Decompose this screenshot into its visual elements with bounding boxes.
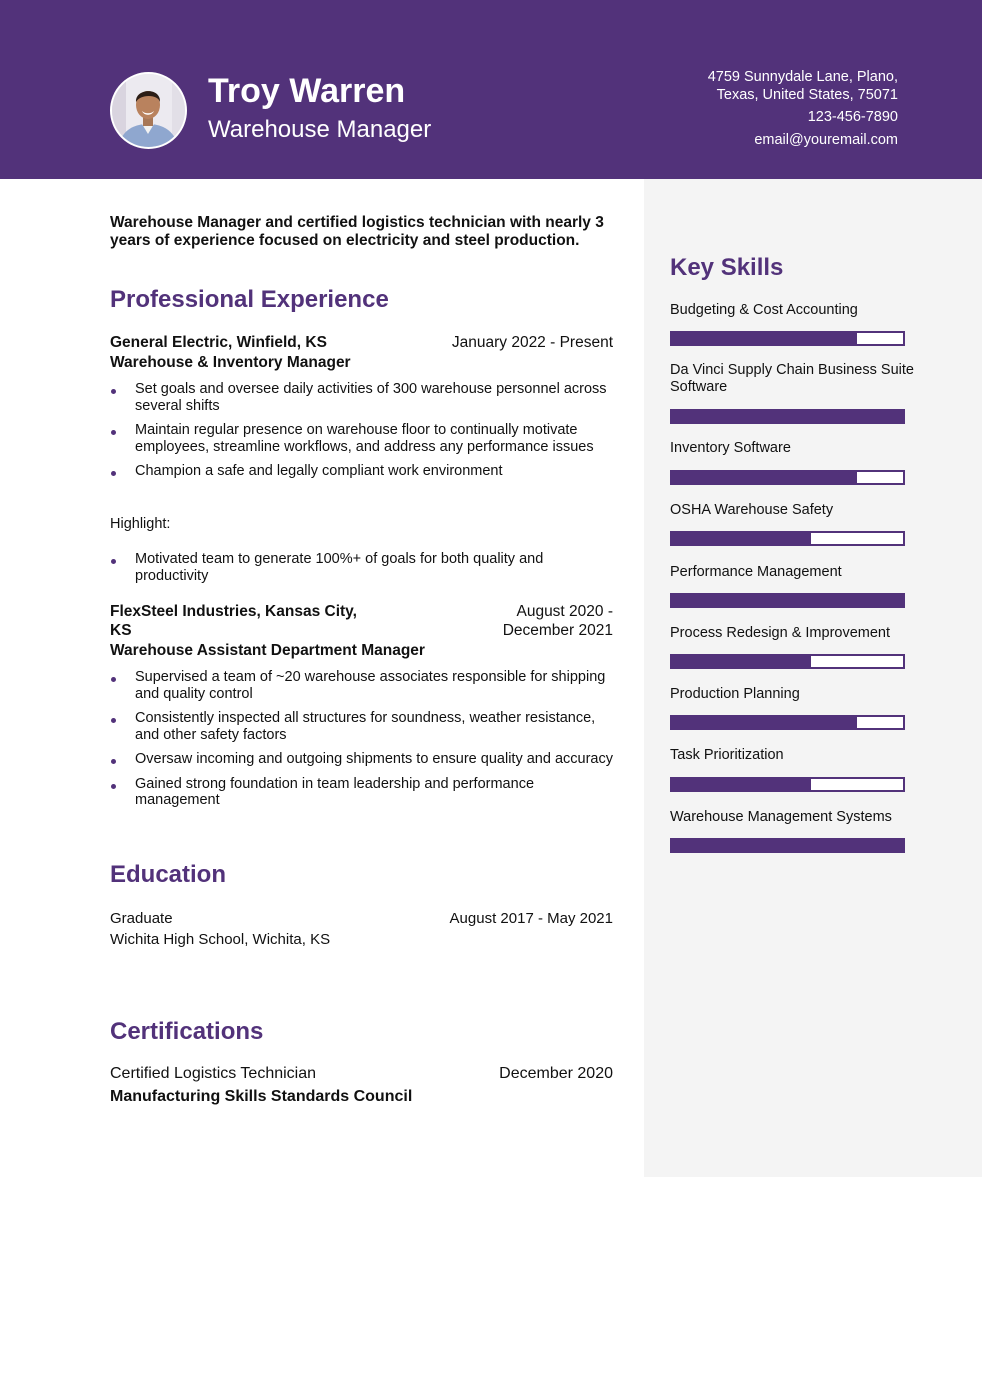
education-school: Wichita High School, Wichita, KS	[110, 931, 331, 948]
skill-label: Budgeting & Cost Accounting	[670, 302, 858, 318]
job-1-highlights	[110, 551, 620, 584]
skill-bar-fill	[672, 656, 811, 667]
candidate-role: Warehouse Manager	[208, 116, 432, 143]
certification-name: Certified Logistics Technician	[110, 1065, 317, 1082]
skill-bar	[670, 838, 905, 853]
list-item: Set goals and oversee daily activities of 300 warehouse personnel across several shifts	[110, 381, 620, 414]
list-item: Oversaw incoming and outgoing shipments to ensure quality and accuracy	[110, 751, 620, 768]
job-1-position: Warehouse & Inventory Manager	[110, 354, 351, 371]
sidebar-panel	[644, 179, 982, 1177]
skill-bar-fill	[672, 717, 857, 728]
email-address: email@youremail.com	[754, 132, 898, 148]
skill-bar	[670, 409, 905, 424]
skill-bar	[670, 331, 905, 346]
candidate-name: Troy Warren	[208, 72, 406, 110]
skill-bar-fill	[672, 533, 811, 544]
list-item: Gained strong foundation in team leadership and performance management	[110, 776, 620, 809]
skill-bar-fill	[672, 472, 857, 483]
avatar	[110, 72, 187, 149]
skill-label: Production Planning	[670, 686, 800, 702]
list-item: Motivated team to generate 100%+ of goals for both quality and productivity	[110, 551, 620, 584]
skill-label: Performance Management	[670, 564, 842, 580]
education-date: August 2017 - May 2021	[449, 910, 613, 927]
person-photo-icon	[112, 74, 185, 147]
list-item: Maintain regular presence on warehouse floor to continually motivate employees, streamline workflows, and address any performance issues	[110, 422, 620, 455]
certification-issuer: Manufacturing Skills Standards Council	[110, 1088, 413, 1105]
skill-bar	[670, 654, 905, 669]
skill-bar	[670, 715, 905, 730]
contact-block	[638, 68, 898, 150]
skill-label: Task Prioritization	[670, 747, 784, 763]
job-1-bullets	[110, 381, 620, 480]
certification-date: December 2020	[499, 1065, 613, 1082]
phone-number: 123-456-7890	[807, 109, 898, 125]
address-line-2: Texas, United States, 75071	[716, 87, 898, 103]
skill-label: Da Vinci Supply Chain Business Suite Software	[670, 362, 914, 395]
profile-summary: Warehouse Manager and certified logistics technician with nearly 3 years of experience focused on electricity and steel production.	[110, 214, 604, 249]
skill-bar	[670, 593, 905, 608]
skill-bar-fill	[672, 595, 903, 606]
job-2-date: August 2020 - December 2021	[502, 603, 613, 639]
job-2-bullets	[110, 669, 620, 809]
skills-heading: Key Skills	[670, 254, 784, 281]
job-1-date: January 2022 - Present	[451, 334, 613, 351]
certifications-heading: Certifications	[110, 1018, 264, 1045]
skill-label: Warehouse Management Systems	[670, 809, 892, 825]
list-item: Champion a safe and legally compliant work environment	[110, 463, 620, 480]
skill-bar	[670, 470, 905, 485]
address-line-1: 4759 Sunnydale Lane, Plano,	[707, 69, 898, 85]
experience-heading: Professional Experience	[110, 286, 389, 313]
skill-bar-fill	[672, 333, 857, 344]
list-item: Consistently inspected all structures for soundness, weather resistance, and other safety factors	[110, 710, 620, 743]
job-1-company: General Electric, Winfield, KS	[110, 334, 327, 351]
job-2-position: Warehouse Assistant Department Manager	[110, 642, 425, 659]
education-degree: Graduate	[110, 910, 173, 927]
skill-bar-fill	[672, 411, 903, 422]
skill-label: OSHA Warehouse Safety	[670, 502, 834, 518]
skill-bar-fill	[672, 840, 903, 851]
skill-label: Process Redesign & Improvement	[670, 625, 891, 641]
skill-bar	[670, 777, 905, 792]
header-banner	[0, 0, 982, 179]
list-item: Supervised a team of ~20 warehouse associates responsible for shipping and quality control	[110, 669, 620, 702]
skill-bar-fill	[672, 779, 811, 790]
skill-label: Inventory Software	[670, 440, 791, 456]
education-heading: Education	[110, 861, 227, 888]
job-2-company: FlexSteel Industries, Kansas City, KS	[110, 603, 357, 639]
skill-bar	[670, 531, 905, 546]
job-1-highlight-label: Highlight:	[110, 516, 171, 532]
